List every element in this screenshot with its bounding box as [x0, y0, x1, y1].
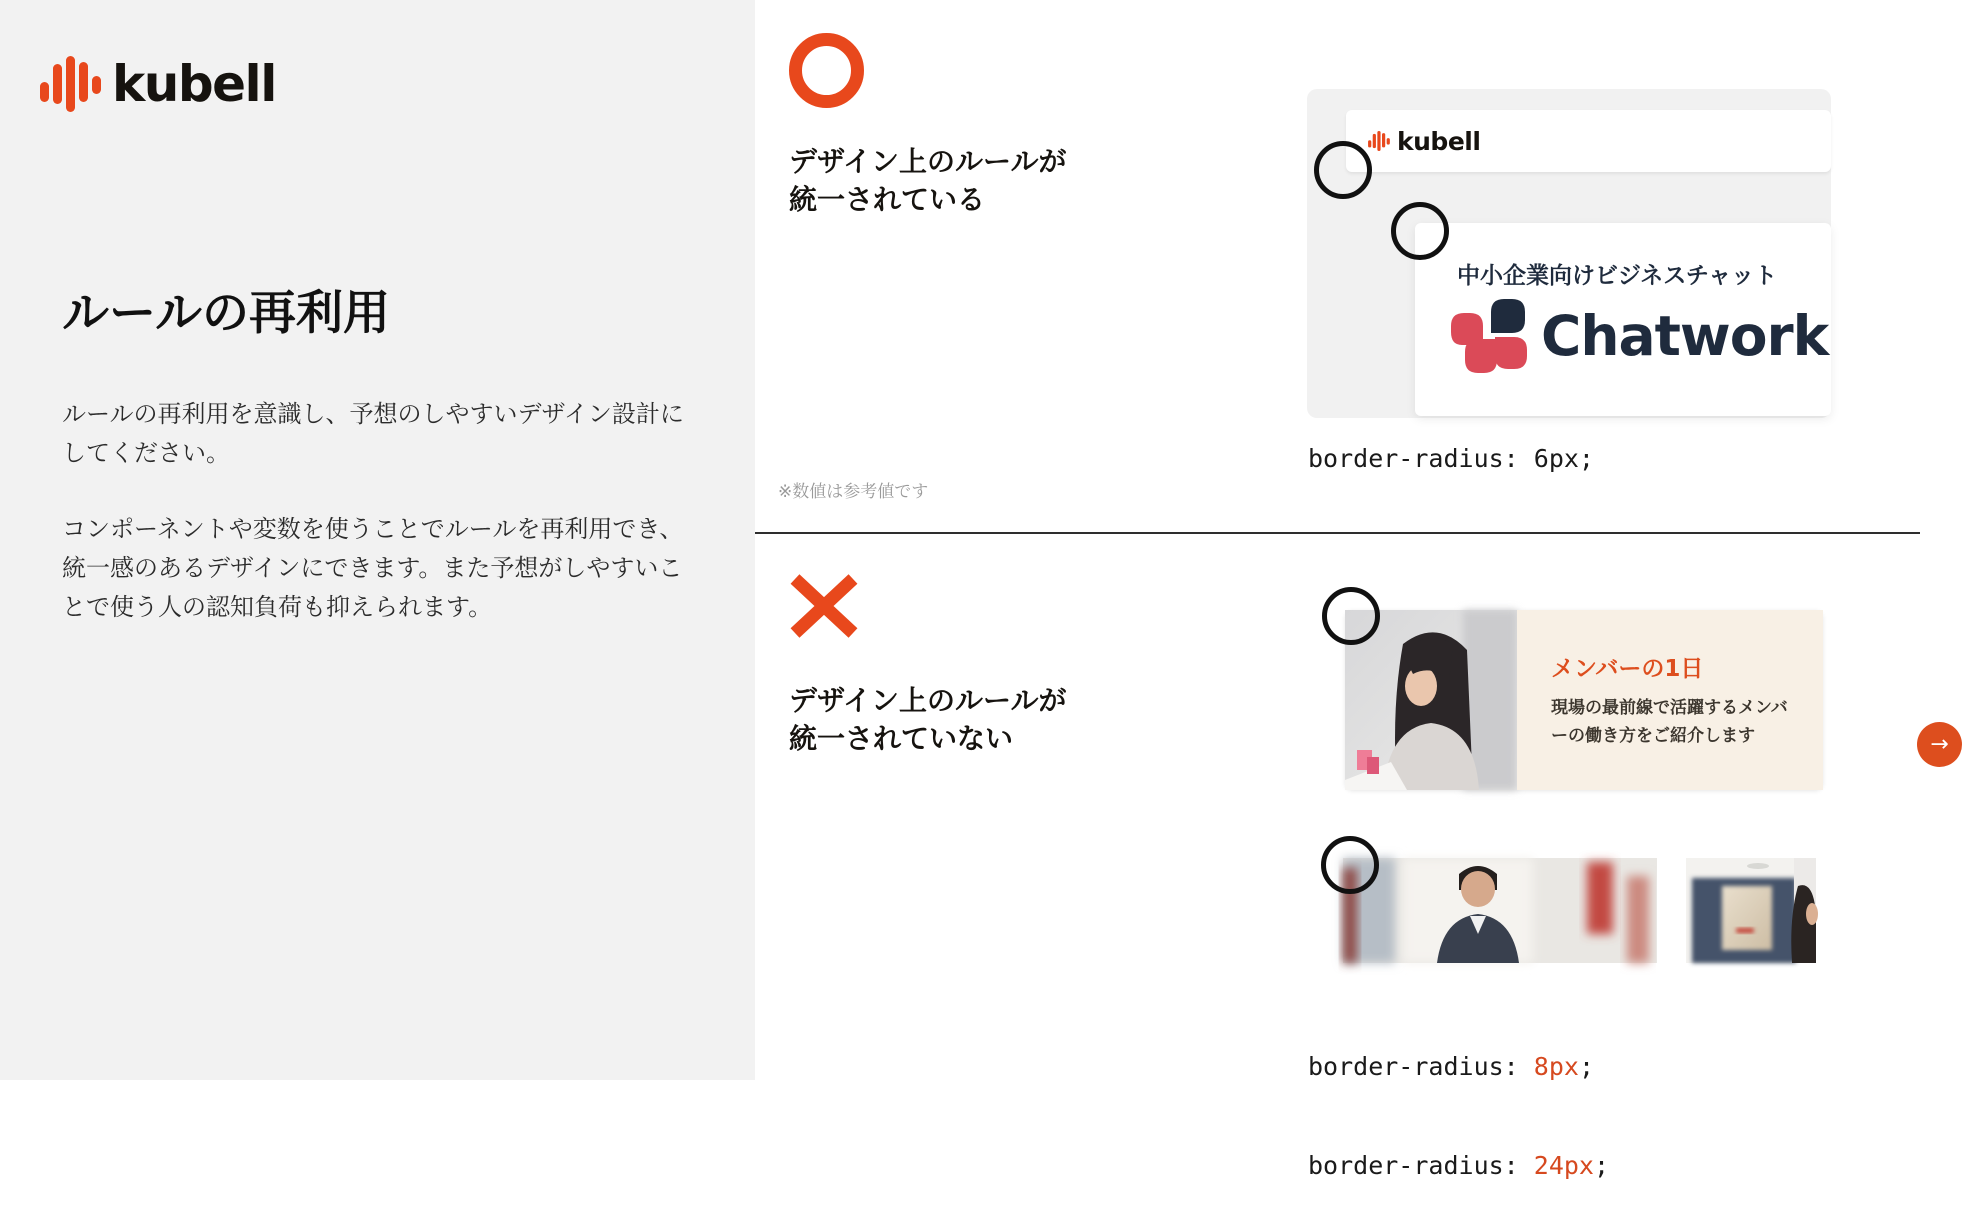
example-chatwork-card [1415, 223, 1831, 416]
good-code-snippet: border-radius: 6px; [1308, 444, 1594, 473]
kubell-logo [40, 55, 276, 113]
arrow-icon: → [1930, 732, 1949, 757]
page-title: ルールの再利用 [62, 286, 391, 341]
annotation-circle-card-corner [1391, 202, 1449, 260]
bad-cross-icon [786, 571, 862, 641]
street-portrait-photo [1343, 858, 1657, 963]
annotation-circle-member-card-corner [1322, 587, 1380, 645]
bad-code-snippet [1308, 984, 1609, 1215]
sidebar [0, 0, 755, 1080]
intro-text [62, 395, 698, 627]
bad-section-label: デザイン上のルールが 統一されていない [789, 684, 1067, 755]
annotation-circle-photo-corner [1321, 836, 1379, 894]
member-card-body [1517, 610, 1949, 790]
section-divider [755, 532, 1920, 534]
intro-paragraph-1: ルールの再利用を意識し、予想のしやすいデザイン設計にしてください。 [62, 400, 684, 467]
reference-note: ※数値は参考値です [778, 482, 929, 502]
kubell-logo-text: kubell [112, 55, 276, 113]
chatwork-clover-icon [1451, 299, 1529, 373]
example-header-logo-text: kubell [1397, 126, 1481, 156]
member-card-title: メンバーの1日 [1551, 656, 1704, 682]
chatwork-tagline: 中小企業向けビジネスチャット [1457, 263, 1778, 289]
arrow-button [1917, 722, 1962, 767]
kubell-logo-icon [1368, 131, 1391, 151]
chatwork-brand-row [1451, 299, 1828, 373]
member-day-card [1345, 610, 1949, 790]
bad-code-line-1: border-radius: 8px; [1308, 1052, 1594, 1081]
good-section-label: デザイン上のルールが 統一されている [789, 145, 1067, 216]
annotation-circle-header-corner [1314, 141, 1372, 199]
bad-code-line-2: border-radius: 24px; [1308, 1151, 1610, 1180]
intro-paragraph-2: コンポーネントや変数を使うことでルールを再利用でき、統一感のあるデザインにできます。また予想がしやすいことで使う人の認知負荷も抑えられます。 [62, 515, 684, 621]
office-photo [1686, 858, 1816, 963]
example-header-bar [1346, 110, 1831, 172]
chatwork-brand-text: Chatwork [1541, 304, 1829, 368]
member-card-text: 現場の最前線で活躍するメンバ ーの働き方をご紹介します [1551, 698, 1788, 746]
good-circle-icon [789, 33, 864, 108]
good-example-figure [1307, 89, 1831, 418]
kubell-logo-icon [40, 56, 104, 112]
